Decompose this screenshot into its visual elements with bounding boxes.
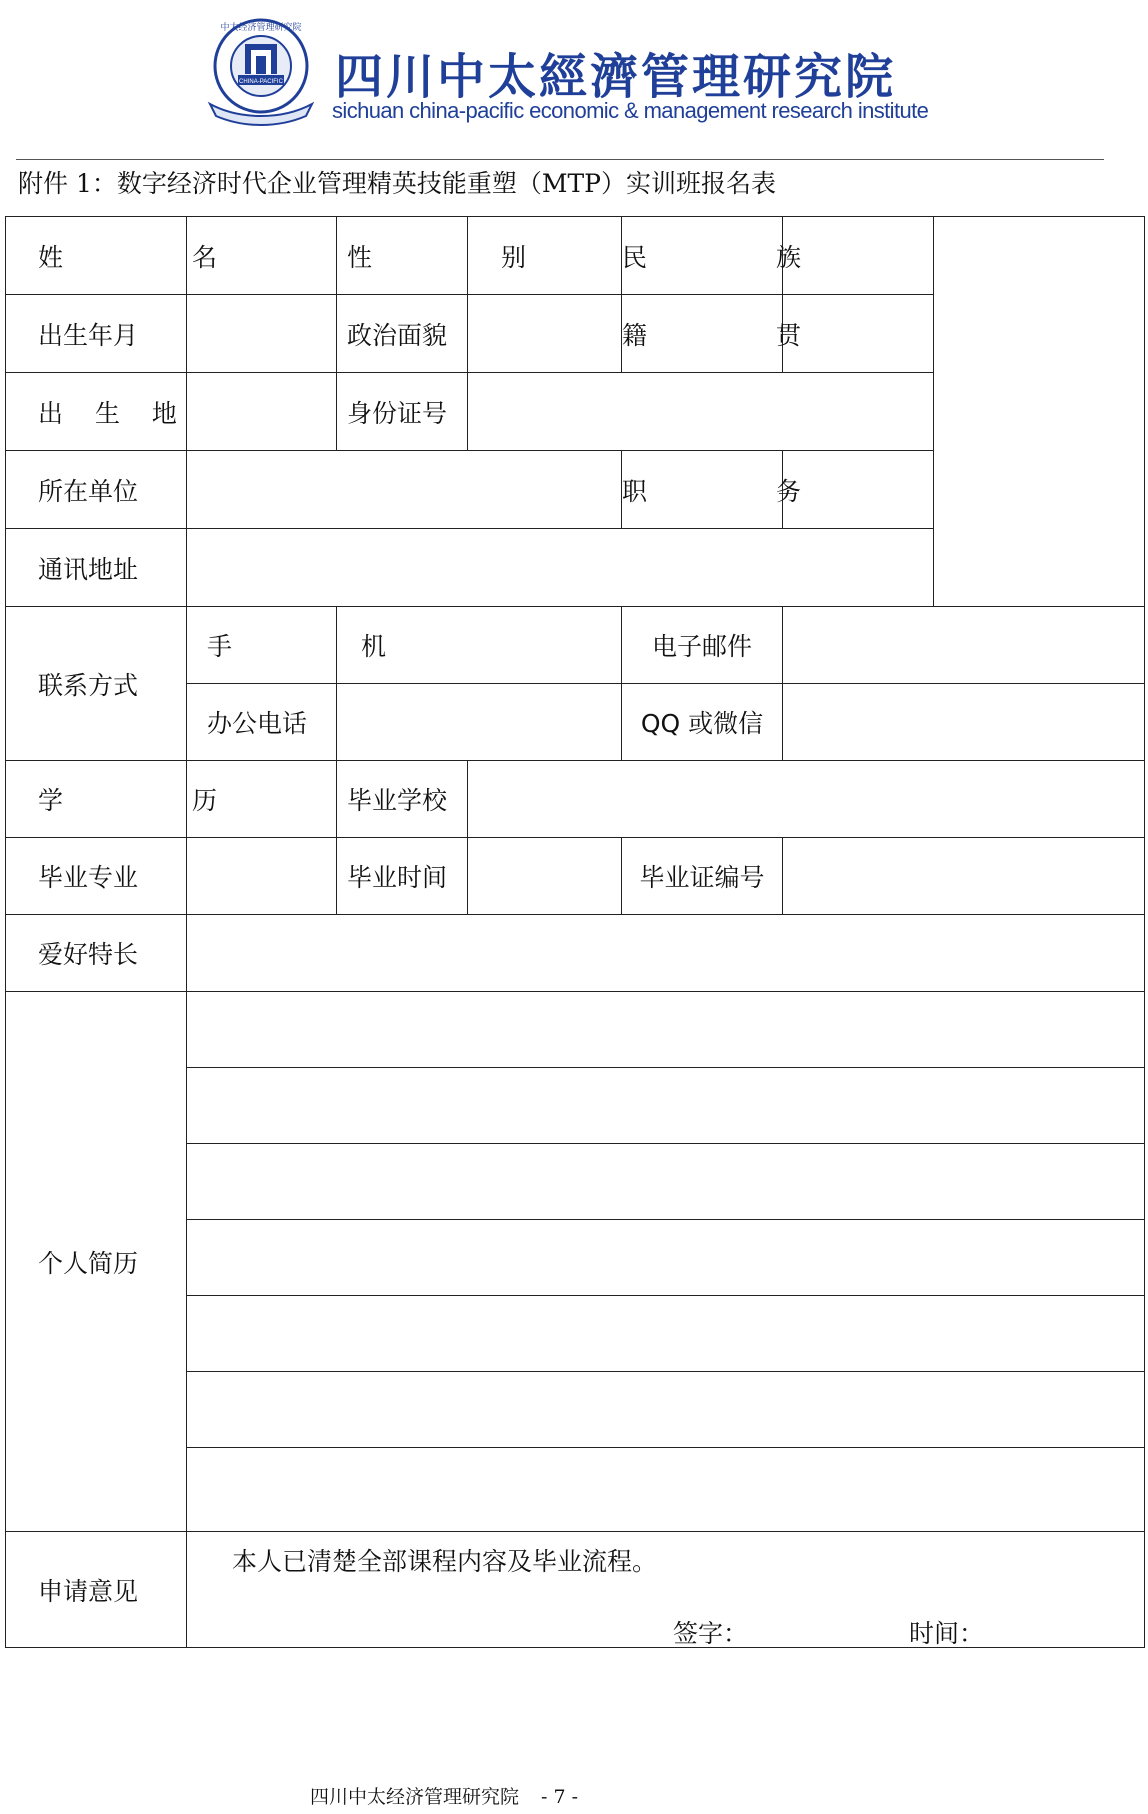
photo-cell[interactable] (934, 217, 1145, 607)
office-phone-input[interactable] (337, 684, 622, 761)
time-label: 时间： (909, 1619, 985, 1648)
ethnicity-label: 民 族 (622, 217, 783, 295)
cert-no-input[interactable] (783, 838, 1145, 915)
table-row (6, 1532, 1145, 1648)
resume-line[interactable] (187, 1144, 1145, 1220)
page-number: - 7 - (541, 1786, 579, 1808)
id-number-label: 身份证号 (337, 373, 468, 451)
office-phone-label: 办公电话 (187, 684, 337, 761)
hobbies-label: 爱好特长 (6, 915, 187, 992)
major-input[interactable] (187, 838, 337, 915)
native-place-label: 籍 贯 (622, 295, 783, 373)
table-row (6, 992, 1145, 1068)
opinion-statement: 本人已清楚全部课程内容及毕业流程。 (232, 1547, 658, 1576)
brand-name-en: sichuan china-pacific economic & management research institute (332, 98, 929, 123)
resume-line[interactable] (187, 1448, 1145, 1532)
resume-line[interactable] (187, 1372, 1145, 1448)
email-input[interactable] (783, 607, 1145, 684)
school-label: 毕业学校 (337, 761, 468, 838)
table-row (6, 607, 1145, 684)
table-row (6, 838, 1145, 915)
employer-input[interactable] (187, 451, 622, 529)
education-label: 学 历 (6, 761, 187, 838)
address-input[interactable] (187, 529, 934, 607)
resume-line[interactable] (187, 992, 1145, 1068)
qq-wechat-input[interactable] (783, 684, 1145, 761)
page-footer (310, 1782, 578, 1809)
table-row (6, 915, 1145, 992)
resume-label: 个人简历 (6, 992, 187, 1532)
mobile-label: 手 机 (187, 607, 337, 684)
header-divider (16, 159, 1104, 160)
registration-form (5, 216, 1145, 1648)
table-row (6, 761, 1145, 838)
brand-name-cn: 四川中太經濟管理研究院 (335, 49, 897, 105)
opinion-cell[interactable] (187, 1532, 1145, 1648)
position-label: 职 务 (622, 451, 783, 529)
major-label: 毕业专业 (6, 838, 187, 915)
letterhead (200, 12, 929, 132)
birth-date-input[interactable] (187, 295, 337, 373)
cert-no-label: 毕业证编号 (622, 838, 783, 915)
grad-time-label: 毕业时间 (337, 838, 468, 915)
resume-line[interactable] (187, 1220, 1145, 1296)
political-status-input[interactable] (468, 295, 622, 373)
document-title: 附件 1：数字经济时代企业管理精英技能重塑（MTP）实训班报名表 (18, 169, 776, 198)
birthplace-input[interactable] (187, 373, 337, 451)
signature-label: 签字： (673, 1619, 749, 1648)
opinion-label: 申请意见 (6, 1532, 187, 1648)
birthplace-label: 出 生 地 (6, 373, 187, 451)
employer-label: 所在单位 (6, 451, 187, 529)
seal-badge-text: CHINA-PACIFIC (239, 79, 283, 85)
address-label: 通讯地址 (6, 529, 187, 607)
email-label: 电子邮件 (622, 607, 783, 684)
institute-seal-icon (200, 12, 322, 132)
qq-wechat-label: QQ 或微信 (622, 684, 783, 761)
name-label: 姓 名 (6, 217, 187, 295)
gender-label: 性 别 (337, 217, 468, 295)
grad-time-input[interactable] (468, 838, 622, 915)
school-input[interactable] (468, 761, 1145, 838)
table-row (6, 217, 1145, 295)
political-status-label: 政治面貌 (337, 295, 468, 373)
seal-ring-text: 中太经济管理研究院 (220, 23, 302, 33)
resume-line[interactable] (187, 1296, 1145, 1372)
resume-line[interactable] (187, 1068, 1145, 1144)
contact-label: 联系方式 (6, 607, 187, 761)
id-number-input[interactable] (468, 373, 934, 451)
birth-date-label: 出生年月 (6, 295, 187, 373)
hobbies-input[interactable] (187, 915, 1145, 992)
footer-org: 四川中太经济管理研究院 (310, 1786, 520, 1808)
